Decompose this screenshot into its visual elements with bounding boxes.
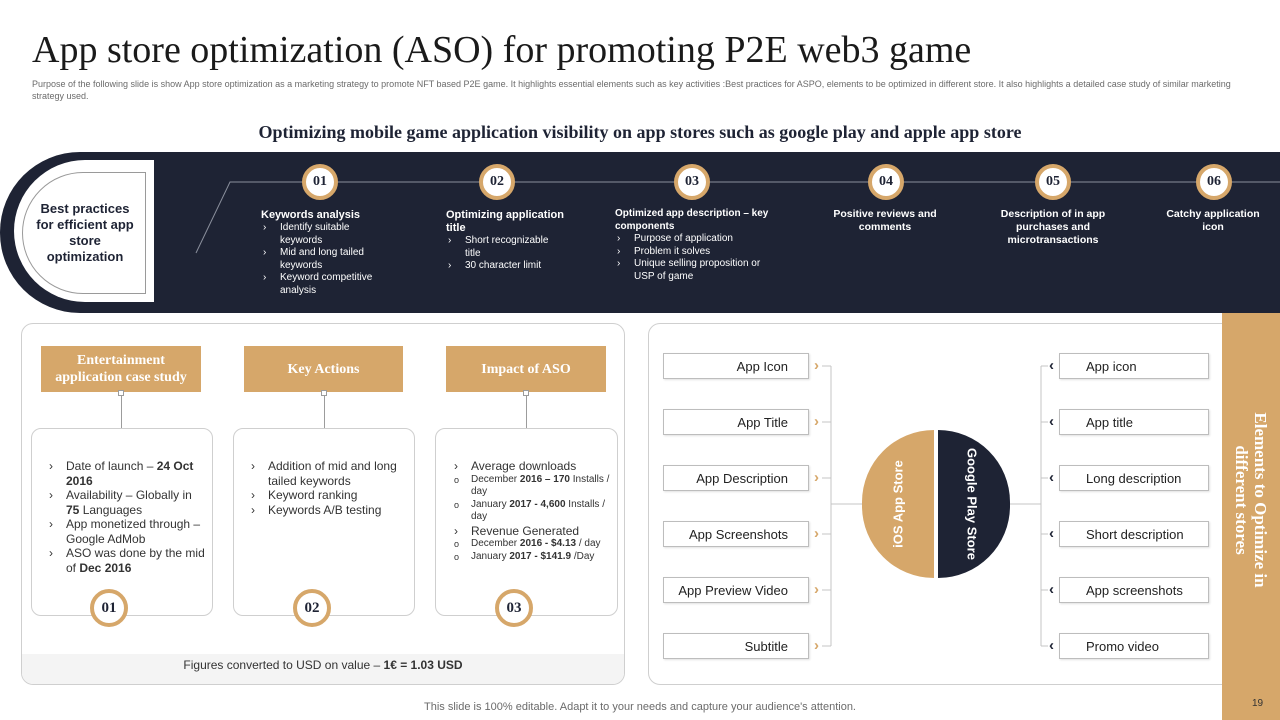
google-item-long-description: Long description bbox=[1059, 465, 1209, 491]
header-key-actions: Key Actions bbox=[244, 346, 403, 392]
case-bullet-availability: › Availability – Globally in 75 Languages bbox=[47, 488, 207, 517]
impact-downloads-label: › Average downloads bbox=[452, 459, 612, 474]
ios-item-subtitle: Subtitle bbox=[663, 633, 809, 659]
impact-revenue-dec: o December 2016 - $4.13 / day bbox=[452, 538, 612, 551]
chevron-right-icon: › bbox=[814, 581, 819, 598]
google-item-short-description: Short description bbox=[1059, 521, 1209, 547]
ios-item-app-title: App Title bbox=[663, 409, 809, 435]
chevron-left-icon: ‹ bbox=[1049, 637, 1054, 654]
step-number-02: 02 bbox=[479, 164, 515, 200]
impact-downloads-jan: o January 2017 - 4,600 Installs / day bbox=[452, 499, 612, 524]
step-heading: Keywords analysis bbox=[261, 209, 361, 221]
section-subheading: Optimizing mobile game application visibility on app stores such as google play and apple app store bbox=[258, 122, 1022, 142]
ios-item-app-icon: App Icon bbox=[663, 353, 809, 379]
chevron-left-icon: ‹ bbox=[1049, 357, 1054, 374]
step-heading: Optimized app description – key components bbox=[615, 208, 769, 232]
chevron-right-icon: › bbox=[814, 525, 819, 542]
ios-item-app-description: App Description bbox=[663, 465, 809, 491]
ios-item-app-preview-video: App Preview Video bbox=[663, 577, 809, 603]
step-in-app-purchases: Description of in app purchases and microtransactions bbox=[1000, 208, 1106, 246]
step-number-03: 03 bbox=[674, 164, 710, 200]
step-number-06: 06 bbox=[1196, 164, 1232, 200]
step-positive-reviews: Positive reviews and comments bbox=[833, 208, 937, 233]
step-bullet: › Unique selling proposition or USP of game bbox=[615, 258, 780, 283]
header-case-study: Entertainment application case study bbox=[41, 346, 201, 392]
step-bullet: › 30 character limit bbox=[446, 260, 566, 273]
google-item-app-title: App title bbox=[1059, 409, 1209, 435]
action-bullet: › Addition of mid and long tailed keywords bbox=[249, 459, 409, 488]
conversion-note-text: Figures converted to USD on value – bbox=[183, 658, 384, 672]
step-heading: Optimizing application title bbox=[446, 209, 564, 234]
case-bullet-aso: › ASO was done by the mid of Dec 2016 bbox=[47, 546, 207, 575]
impact-downloads-dec: o December 2016 – 170 Installs / day bbox=[452, 474, 612, 499]
step-number-05: 05 bbox=[1035, 164, 1071, 200]
header-impact: Impact of ASO bbox=[446, 346, 606, 392]
best-practices-label: Best practices for efficient app store optimization bbox=[36, 201, 134, 264]
step-bullet: › Problem it solves bbox=[615, 246, 780, 259]
case-bullet-monetized: › App monetized through – Google AdMob bbox=[47, 517, 207, 546]
step-bullet: › Keyword competitive analysis bbox=[261, 272, 393, 297]
google-play-store-label: Google Play Store bbox=[964, 448, 980, 560]
impact-revenue-label: › Revenue Generated bbox=[452, 524, 612, 539]
google-item-app-icon: App icon bbox=[1059, 353, 1209, 379]
step-bullet: › Short recognizable title bbox=[446, 235, 566, 260]
step-bullet: › Mid and long tailed keywords bbox=[261, 247, 393, 272]
step-bullet: › Purpose of application bbox=[615, 233, 780, 246]
editable-note: This slide is 100% editable. Adapt it to your needs and capture your audience's attention. bbox=[424, 701, 856, 713]
step-catchy-icon: Catchy application icon bbox=[1166, 208, 1260, 233]
conversion-rate: 1€ = 1.03 USD bbox=[383, 658, 463, 672]
chevron-left-icon: ‹ bbox=[1049, 525, 1054, 542]
purpose-text: Purpose of the following slide is show App store optimization as a marketing strategy to promote NFT based P2E game. It highlights essential elements such as key activities :Best practices for ASPO, elements to be optimized in different store. It also highlights a detailed case study of similar marketing strategy used. bbox=[32, 79, 1231, 101]
google-item-app-screenshots: App screenshots bbox=[1059, 577, 1209, 603]
ios-app-store-label: iOS App Store bbox=[890, 460, 906, 548]
card-number-02: 02 bbox=[293, 589, 331, 627]
card-number-01: 01 bbox=[90, 589, 128, 627]
ios-item-app-screenshots: App Screenshots bbox=[663, 521, 809, 547]
page-number: 19 bbox=[1252, 698, 1264, 709]
action-bullet: › Keyword ranking bbox=[249, 488, 409, 503]
card-number-03: 03 bbox=[495, 589, 533, 627]
action-bullet: › Keywords A/B testing bbox=[249, 503, 409, 518]
step-bullet: › Identify suitable keywords bbox=[261, 222, 393, 247]
chevron-right-icon: › bbox=[814, 357, 819, 374]
google-item-promo-video: Promo video bbox=[1059, 633, 1209, 659]
side-title: Elements to Optimize in different stores bbox=[1232, 412, 1270, 588]
chevron-left-icon: ‹ bbox=[1049, 581, 1054, 598]
step-number-01: 01 bbox=[302, 164, 338, 200]
case-bullet-launch: › Date of launch – 24 Oct 2016 bbox=[47, 459, 207, 488]
chevron-right-icon: › bbox=[814, 637, 819, 654]
chevron-right-icon: › bbox=[814, 469, 819, 486]
chevron-left-icon: ‹ bbox=[1049, 469, 1054, 486]
chevron-left-icon: ‹ bbox=[1049, 413, 1054, 430]
impact-revenue-jan: o January 2017 - $141.9 /Day bbox=[452, 551, 612, 564]
slide-title: App store optimization (ASO) for promoting P2E web3 game bbox=[32, 29, 972, 71]
chevron-right-icon: › bbox=[814, 413, 819, 430]
step-number-04: 04 bbox=[868, 164, 904, 200]
